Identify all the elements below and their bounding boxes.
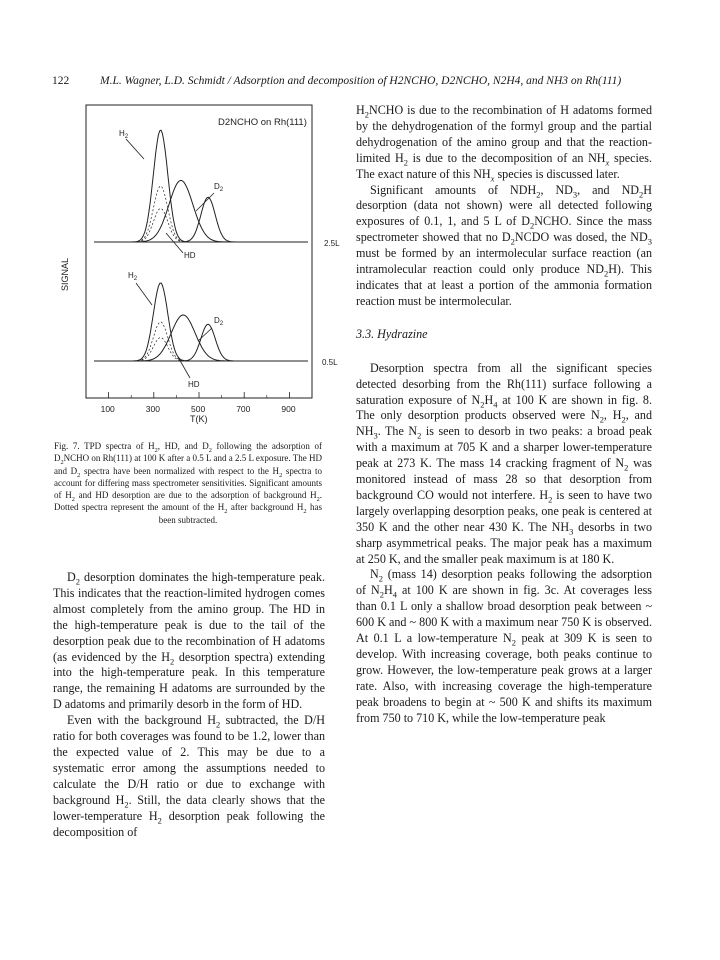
page-number: 122 <box>52 75 70 87</box>
figure-7 <box>52 95 340 430</box>
right-paragraph-2: Significant amounts of $NDH_2$, $ND_3$, and $ND_2H$ desorption (data not shown) were all detected following exposures of 0.1, 1, and 5 L of $D_2NCHO$. Since the mass spectrometer showed that no $D_2NCDO$ was dosed, the $ND_3$ must be formed by an intermolecular surface reaction (an intramolecular reaction could only produce $ND_2H$). This indicates that at least a portion of the ammonia formation reaction must be intermolecular. <box>356 182 653 308</box>
bottom-exposure-label: 0.5L <box>322 358 338 367</box>
curve-h2-subtracted <box>118 209 258 243</box>
x-tick-label: 300 <box>145 404 160 414</box>
right-paragraph-4: $N_2$ (mass 14) desorption peaks following the adsorption of $N_2H_4$ at 100 K are shown in fig. 3c. At coverages less than 0.1 L only a shallow broad desorption peak between ~ 600 K and ~ 800 K with a maximum near 750 K is observed. At 0.1 L a low-temperature $N_2$ peak at 309 K is seen to develop. With increasing coverage, both peaks continue to grow. However, the low-temperature peak grows at a larger rate. Also, with increasing coverage the high-temperature peak broadens to begin at ~ 500 K and shifts its maximum from 750 to 710 K, while the low-temperature peak <box>356 567 652 725</box>
x-ticks <box>101 392 296 414</box>
bottom-h2-label: $H_2$ <box>128 271 138 282</box>
x-tick-label: 500 <box>191 404 206 414</box>
bottom-d2-label: $D_2$ <box>214 316 224 327</box>
y-axis-label: SIGNAL <box>60 257 70 291</box>
tpd-curves <box>94 130 308 361</box>
x-tick-label: 700 <box>236 404 251 414</box>
panel-title: D2NCHO on Rh(111) <box>218 117 307 128</box>
curve-hd <box>118 315 258 361</box>
curve-hd <box>118 180 258 242</box>
bottom-hd-label: HD <box>188 380 200 389</box>
top-hd-label: HD <box>184 251 196 260</box>
top-d2-label: $D_2$ <box>214 182 224 193</box>
left-column <box>53 570 325 840</box>
curve-h2-subtracted <box>118 322 258 361</box>
right-paragraph-1: $H_2NCHO$ is due to the recombination of H adatoms formed by the dehydrogenation of the formyl group and the partial dehydrogenation of the amino group and that the reaction-limited $H_2$ is due to the decomposition of an $NH_x$ species. The exact nature of this $NH_x$ species is discussed later. <box>356 103 652 184</box>
top-h2-label: $H_2$ <box>119 129 129 140</box>
running-title: M.L. Wagner, L.D. Schmidt / Adsorption and decomposition of H2NCHO, D2NCHO, N2H4, and NH3 on Rh(111) <box>100 75 622 87</box>
top-h2-arrow <box>126 139 144 159</box>
top-hd-arrow <box>166 233 183 253</box>
x-tick-label: 900 <box>281 404 296 414</box>
bottom-h2-arrow <box>136 283 152 305</box>
x-tick-label: 100 <box>100 404 115 414</box>
peak-annotations <box>119 129 224 389</box>
curve-h2 <box>118 130 258 242</box>
chart-frame <box>86 105 312 398</box>
curve-h2 <box>118 283 258 361</box>
curve-d2 <box>118 324 258 361</box>
right-column <box>356 103 652 727</box>
curve-h2-subtracted <box>118 338 258 361</box>
x-axis-label: T(K) <box>190 414 208 424</box>
left-paragraph-2: Even with the background $H_2$ subtracted, the D/H ratio for both coverages was found to be 1.2, lower than the expected value of 2. This may be due to a systematic error among the assumptions needed to calculate the D/H ratio or due to exchange with background $H_2$. Still, the data clearly shows that the lower-temperature $H_2$ desorption peak following the decomposition of <box>53 713 325 839</box>
tpd-chart <box>52 95 340 430</box>
curve-h2-subtracted <box>118 186 258 242</box>
right-paragraph-3: Desorption spectra from all the significant species detected desorbing from the Rh(111) surface following a saturation exposure of $N_2H_4$ at 100 K are shown in fig. 8. The only desorption products observed were $N_2$, $H_2$, and $NH_3$. The $N_2$ is seen to desorb in two peaks: a broad peak with a maximum at 705 K and a sharper lower-temperature peak at 273 K. The mass 14 cracking fragment of $N_2$ was monitored instead of mass 28 so that desorption from background CO would not interfere. $H_2$ is seen to have two largely overlapping desorption peaks, one peak is centered at 350 K and the other near 430 K. The $NH_3$ desorbs in two sharp asymmetrical peaks. The major peak has a maximum at 250 K, and the smaller peak maximum is at 180 K. <box>356 360 653 566</box>
section-heading: 3.3. Hydrazine <box>356 326 428 341</box>
top-exposure-label: 2.5L <box>324 239 340 248</box>
curve-d2 <box>118 197 258 242</box>
bottom-d2-arrow <box>198 328 212 341</box>
figure-caption: Fig. 7. TPD spectra of $H_2$, HD, and $D_2$ following the adsorption of $D_2NCHO$ on Rh(111) at 100 K after a 0.5 L and a 2.5 L exposure. The HD and $D_2$ spectra have been normalized with respect to the $H_2$ spectra to account for differing mass spectrometer sensitivities. Significant amounts of $H_2$ and HD desorption are due to the adsorption of background $H_2$. Dotted spectra represent the amount of the $H_2$ after background $H_2$ has been subtracted. <box>54 441 322 525</box>
left-paragraph-1: $D_2$ desorption dominates the high-temperature peak. This indicates that the reaction-limited hydrogen comes almost completely from the amino group. The HD in the high-temperature peak is due to the tail of the desorption peak due to the recombination of H adatoms (as evidenced by the $H_2$ desorption spectra) extending into the high-temperature peak. In this temperature range, the remaining H adatoms are surrounded by the D adatoms and primarily desorb in the form of HD. <box>53 570 325 712</box>
